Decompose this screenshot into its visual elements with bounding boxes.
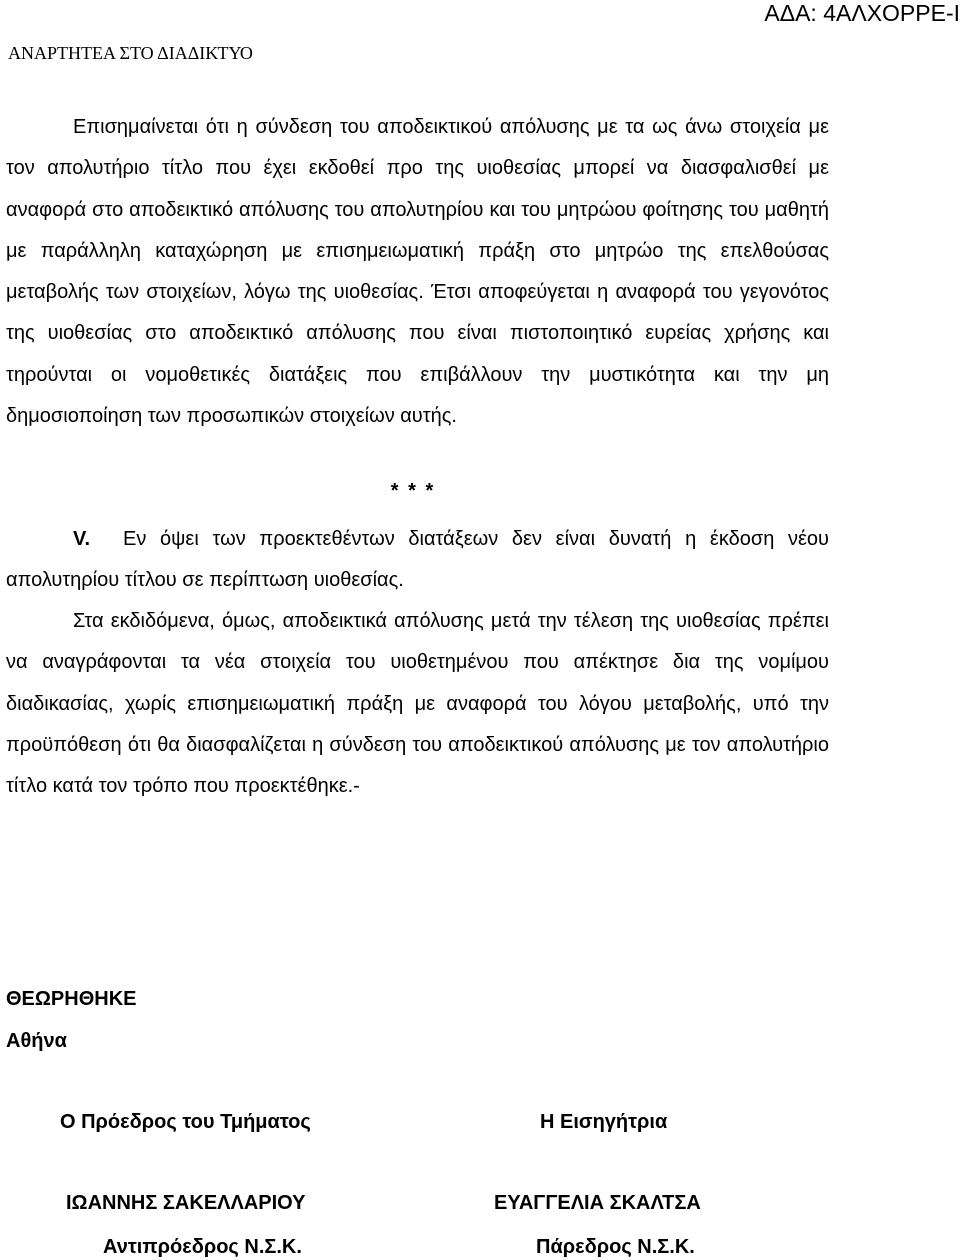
- right-signatory-role: Η Εισηγήτρια: [540, 1111, 668, 1133]
- section-number: V.: [73, 528, 91, 550]
- publication-header: ΑΝΑΡΤΗΤΕΑ ΣΤΟ ΔΙΑΔΙΚΤΥΟ: [8, 43, 253, 63]
- paragraph-2: [6, 519, 829, 602]
- paragraph-3: [6, 601, 829, 807]
- paragraph-1-text: Επισημαίνεται ότι η σύνδεση του αποδεικτικού απόλυσης με τα ως άνω στοιχεία με τον απολυτήριο τίτλο που έχει εκδοθεί προ της υιοθεσίας μπορεί να διασφαλισθεί με αναφορά στο αποδεικτικό απόλυσης του απολυτηρίου και του μητρώου φοίτησης του μαθητή με παράλληλη καταχώρηση με επισημειωματική πράξη στο μητρώο της επελθούσας μεταβολής των στοιχείων, λόγω της υιοθεσίας. Έτσι αποφεύγεται η αναφορά του γεγονότος της υιοθεσίας στο αποδεικτικό απόλυσης που είναι πιστοποιητικό ευρείας χρήσης και τηρούνται οι νομοθετικές διατάξεις που επιβάλλουν την μυστικότητα και την μη δημοσιοποίηση των προσωπικών στοιχείων αυτής.: [6, 116, 829, 428]
- paragraph-2-text: Εν όψει των προεκτεθέντων διατάξεων δεν είναι δυνατή η έκδοση νέου απολυτηρίου τίτλου σε περίπτωση υιοθεσίας.: [6, 528, 829, 592]
- section-separator: * * *: [390, 480, 436, 502]
- paragraph-1: [6, 107, 829, 437]
- approval-title: ΘΕΩΡΗΘΗΚΕ: [6, 988, 137, 1010]
- paragraph-3-text: Στα εκδιδόμενα, όμως, αποδεικτικά απόλυσης μετά την τέλεση της υιοθεσίας πρέπει να αναγράφονται τα νέα στοιχεία του υιοθετημένου που απέκτησε δια της νομίμου διαδικασίας, χωρίς επισημειωματική πράξη με αναφορά του λόγου μεταβολής, υπό την προϋπόθεση ότι θα διασφαλίζεται η σύνδεση του αποδεικτικού απόλυσης με τον απολυτήριο τίτλο κατά τον τρόπο που προεκτέθηκε.-: [6, 610, 829, 798]
- right-signatory-title: Πάρεδρος Ν.Σ.Κ.: [536, 1236, 695, 1258]
- ada-code: ΑΔΑ: 4ΑΛΧΟΡΡΕ-Ι: [764, 0, 960, 26]
- left-signatory-title: Αντιπρόεδρος Ν.Σ.Κ.: [103, 1236, 302, 1258]
- left-signatory-role: Ο Πρόεδρος του Τμήματος: [60, 1111, 311, 1133]
- approval-place: Αθήνα: [6, 1030, 67, 1052]
- left-signatory-name: ΙΩΑΝΝΗΣ ΣΑΚΕΛΛΑΡΙΟΥ: [66, 1192, 306, 1214]
- right-signatory-name: ΕΥΑΓΓΕΛΙΑ ΣΚΑΛΤΣΑ: [494, 1192, 701, 1214]
